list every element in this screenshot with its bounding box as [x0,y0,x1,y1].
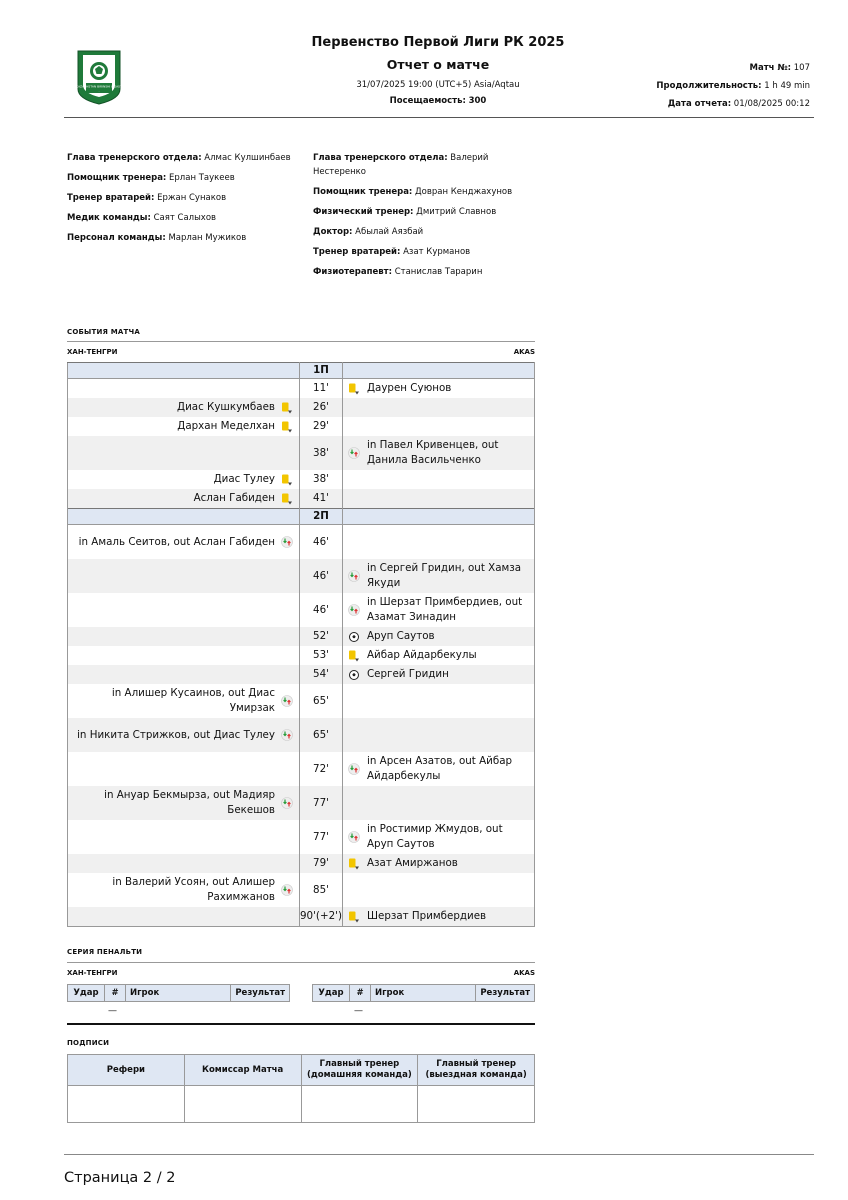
events-section-title: СОБЫТИЯ МАТЧА [67,328,140,336]
footer-divider [64,1154,814,1155]
event-home-cell [68,627,300,646]
substitution-icon [281,729,293,742]
event-away-player: Даурен Суюнов [366,382,452,394]
event-away-cell [342,525,534,560]
staff-name: Азат Курманов [403,247,471,257]
event-home-player: Дархан Меделхан [177,420,275,432]
event-away-cell [342,593,534,627]
event-away-cell [342,489,534,509]
event-away-player: Шерзат Примбердиев [366,910,487,922]
event-away-cell [342,873,534,907]
report-date: Дата отчета: 01/08/2025 00:12 [667,99,810,109]
event-row [68,718,535,752]
col-player: Игрок [371,985,476,1002]
event-home-player: in Амаль Сеитов, out Аслан Габиден [78,535,275,548]
event-away-cell [342,665,534,684]
event-row [68,854,535,873]
home-staff-list [67,151,302,251]
event-home-cell [68,907,300,927]
staff-name: Алмас Кулшинбаев [204,153,291,163]
event-away-cell [342,820,534,854]
substitution-icon [348,570,360,583]
event-row [68,786,535,820]
staff-role: Тренер вратарей: [313,247,401,257]
yellow-card-icon [281,492,293,505]
event-row [68,489,535,509]
goal-ball-icon [348,630,360,643]
col-result: Результат [231,985,290,1002]
event-home-cell [68,417,300,436]
event-away-cell [342,559,534,593]
league-logo [74,49,124,106]
event-row [68,436,535,470]
event-row [68,525,535,560]
staff-row [313,205,533,219]
event-home-cell [68,684,300,718]
half-header-away [342,509,534,525]
event-home-player: in Никита Стрижков, out Диас Тулеу [77,728,275,741]
penalties-away-team: AKAS [513,969,535,977]
goal-ball-icon [348,668,360,681]
staff-name: Абылай Аязбай [355,227,424,237]
col-number: # [350,985,371,1002]
col-number: # [105,985,126,1002]
event-minute: 65' [300,718,343,752]
substitution-icon [348,831,360,844]
event-away-player: in Сергей Гридин, out Хамза Якуди [366,562,522,589]
event-home-player: Диас Тулеу [213,473,275,485]
staff-role: Медик команды: [67,213,151,223]
away-staff-list [313,151,533,285]
match-datetime: 31/07/2025 19:00 (UTC+5) Asia/Aqtau [356,80,520,90]
event-away-cell [342,854,534,873]
staff-row [313,245,533,259]
event-minute: 53' [300,646,343,665]
signatures-section-title: ПОДПИСИ [67,1039,110,1047]
event-home-player: in Алишер Кусаинов, out Диас Умирзак [111,687,275,714]
staff-role: Глава тренерского отдела: [313,153,448,163]
signatures-table [67,1054,535,1123]
attendance: Посещаемость: 300 [389,96,487,106]
sig-away-coach-header: Главный тренер (выездная команда) [418,1055,535,1086]
event-row [68,646,535,665]
event-row [68,752,535,786]
staff-role: Помощник тренера: [313,187,413,197]
staff-name: Станислав Тарарин [394,267,483,277]
match-number: Матч №: 107 [749,63,810,73]
staff-row [67,191,302,205]
staff-name: Ерлан Таукеев [169,173,235,183]
event-away-player: in Ростимир Жмудов, out Аруп Саутов [366,823,503,850]
staff-name: Валерий Нестеренко [313,153,489,177]
staff-row [67,231,302,245]
sig-referee-header: Рефери [68,1055,185,1086]
event-home-cell [68,489,300,509]
event-minute: 38' [300,436,343,470]
event-home-cell [68,379,300,399]
event-away-cell [342,379,534,399]
sig-referee-box [68,1086,185,1123]
event-minute: 41' [300,489,343,509]
staff-row [67,151,302,165]
event-away-player: in Шерзат Примбердиев, out Азамат Зинадин [366,596,523,623]
event-minute: 77' [300,820,343,854]
event-home-cell [68,593,300,627]
event-home-cell [68,873,300,907]
substitution-icon [281,695,293,708]
event-minute: 77' [300,786,343,820]
half-label: 2П [300,509,343,525]
staff-role: Тренер вратарей: [67,193,155,203]
event-minute: 52' [300,627,343,646]
event-away-cell [342,417,534,436]
event-minute: 79' [300,854,343,873]
event-row [68,820,535,854]
substitution-icon [281,536,293,549]
penalties-home-team: ХАН-ТЕНГРИ [67,969,118,977]
event-row [68,398,535,417]
staff-row [313,225,533,239]
event-away-cell [342,627,534,646]
staff-row [67,211,302,225]
event-home-player: Аслан Габиден [193,492,275,504]
logo-text: KAZAKHSTAN BIRINSHI LIGASY [76,84,122,89]
event-away-cell [342,752,534,786]
sig-commissioner-header: Комиссар Матча [184,1055,301,1086]
staff-row [67,171,302,185]
staff-name: Саят Салыхов [153,213,217,223]
staff-role: Персонал команды: [67,233,166,243]
event-away-cell [342,907,534,927]
event-away-cell [342,786,534,820]
event-row [68,593,535,627]
events-home-team: ХАН-ТЕНГРИ [67,348,118,356]
event-home-player: Диас Кушкумбаев [177,401,275,413]
sig-away-coach-box [418,1086,535,1123]
events-table [67,362,535,927]
event-minute: 26' [300,398,343,417]
event-home-cell [68,786,300,820]
report-subtitle: Отчет о матче [386,57,490,72]
penalties-home-empty: — [108,1006,117,1016]
event-minute: 11' [300,379,343,399]
penalties-section-title: СЕРИЯ ПЕНАЛЬТИ [67,948,143,956]
event-away-player: in Арсен Азатов, out Айбар Айдарбекулы [366,755,513,782]
event-minute: 46' [300,525,343,560]
event-home-cell [68,646,300,665]
sig-home-coach-header: Главный тренер (домашняя команда) [301,1055,418,1086]
staff-name: Ержан Сунаков [157,193,227,203]
event-home-cell [68,854,300,873]
event-minute: 38' [300,470,343,489]
match-duration: Продолжительность: 1 h 49 min [656,81,810,91]
col-shot: Удар [68,985,105,1002]
yellow-card-icon [348,649,360,662]
event-minute: 72' [300,752,343,786]
event-row [68,907,535,927]
substitution-icon [281,884,293,897]
yellow-card-icon [348,910,360,923]
event-home-cell [68,752,300,786]
half-header-row [68,363,535,379]
staff-role: Глава тренерского отдела: [67,153,202,163]
substitution-icon [281,797,293,810]
event-home-cell [68,398,300,417]
substitution-icon [348,447,360,460]
penalties-divider [67,962,535,963]
header-divider [64,117,814,118]
report-title: Первенство Первой Лиги РК 2025 [311,35,565,50]
penalties-bottom-rule [67,1023,535,1025]
penalties-away-empty: — [354,1006,363,1016]
event-minute: 90'(+2') [300,907,343,927]
event-away-cell [342,398,534,417]
event-row [68,873,535,907]
penalties-home-table [67,984,290,1002]
event-minute: 85' [300,873,343,907]
sig-commissioner-box [184,1086,301,1123]
event-home-cell [68,718,300,752]
events-away-team: AKAS [513,348,535,356]
yellow-card-icon [348,382,360,395]
half-header-home [68,509,300,525]
event-away-player: in Павел Кривенцев, out Данила Васильченко [366,439,499,466]
event-row [68,417,535,436]
staff-role: Физический тренер: [313,207,414,217]
col-shot: Удар [313,985,350,1002]
staff-role: Физиотерапевт: [313,267,392,277]
staff-row [313,151,533,179]
event-home-cell [68,820,300,854]
event-away-player: Сергей Гридин [366,668,449,680]
event-minute: 29' [300,417,343,436]
event-home-cell [68,665,300,684]
yellow-card-icon [348,857,360,870]
staff-row [313,185,533,199]
staff-name: Дмитрий Славнов [416,207,497,217]
event-home-cell [68,559,300,593]
event-away-cell [342,684,534,718]
event-away-player: Аруп Саутов [366,630,435,642]
event-away-player: Айбар Айдарбекулы [366,649,477,661]
substitution-icon [348,604,360,617]
staff-role: Доктор: [313,227,353,237]
event-home-cell [68,470,300,489]
yellow-card-icon [281,401,293,414]
half-header-row [68,509,535,525]
event-minute: 46' [300,559,343,593]
col-result: Результат [476,985,535,1002]
event-home-player: in Ануар Бекмырза, out Мадияр Бекешов [104,789,275,816]
yellow-card-icon [281,473,293,486]
penalties-away-table [312,984,535,1002]
substitution-icon [348,763,360,776]
events-divider [67,341,535,342]
staff-name: Довран Кенджахунов [415,187,513,197]
half-header-home [68,363,300,379]
event-row [68,627,535,646]
event-away-player: Азат Амиржанов [366,857,458,869]
event-home-cell [68,436,300,470]
half-label: 1П [300,363,343,379]
half-header-away [342,363,534,379]
col-player: Игрок [126,985,231,1002]
event-minute: 54' [300,665,343,684]
event-away-cell [342,436,534,470]
staff-name: Марлан Мужиков [168,233,247,243]
staff-row [313,265,533,279]
event-away-cell [342,646,534,665]
event-home-cell [68,525,300,560]
event-minute: 65' [300,684,343,718]
event-row [68,379,535,399]
event-home-player: in Валерий Усоян, out Алишер Рахимжанов [112,876,275,903]
event-minute: 46' [300,593,343,627]
staff-role: Помощник тренера: [67,173,167,183]
event-row [68,559,535,593]
event-away-cell [342,718,534,752]
event-row [68,684,535,718]
yellow-card-icon [281,420,293,433]
page-number: Страница 2 / 2 [64,1170,176,1186]
svg-text:.: . [98,89,100,93]
event-away-cell [342,470,534,489]
sig-home-coach-box [301,1086,418,1123]
event-row [68,470,535,489]
event-row [68,665,535,684]
